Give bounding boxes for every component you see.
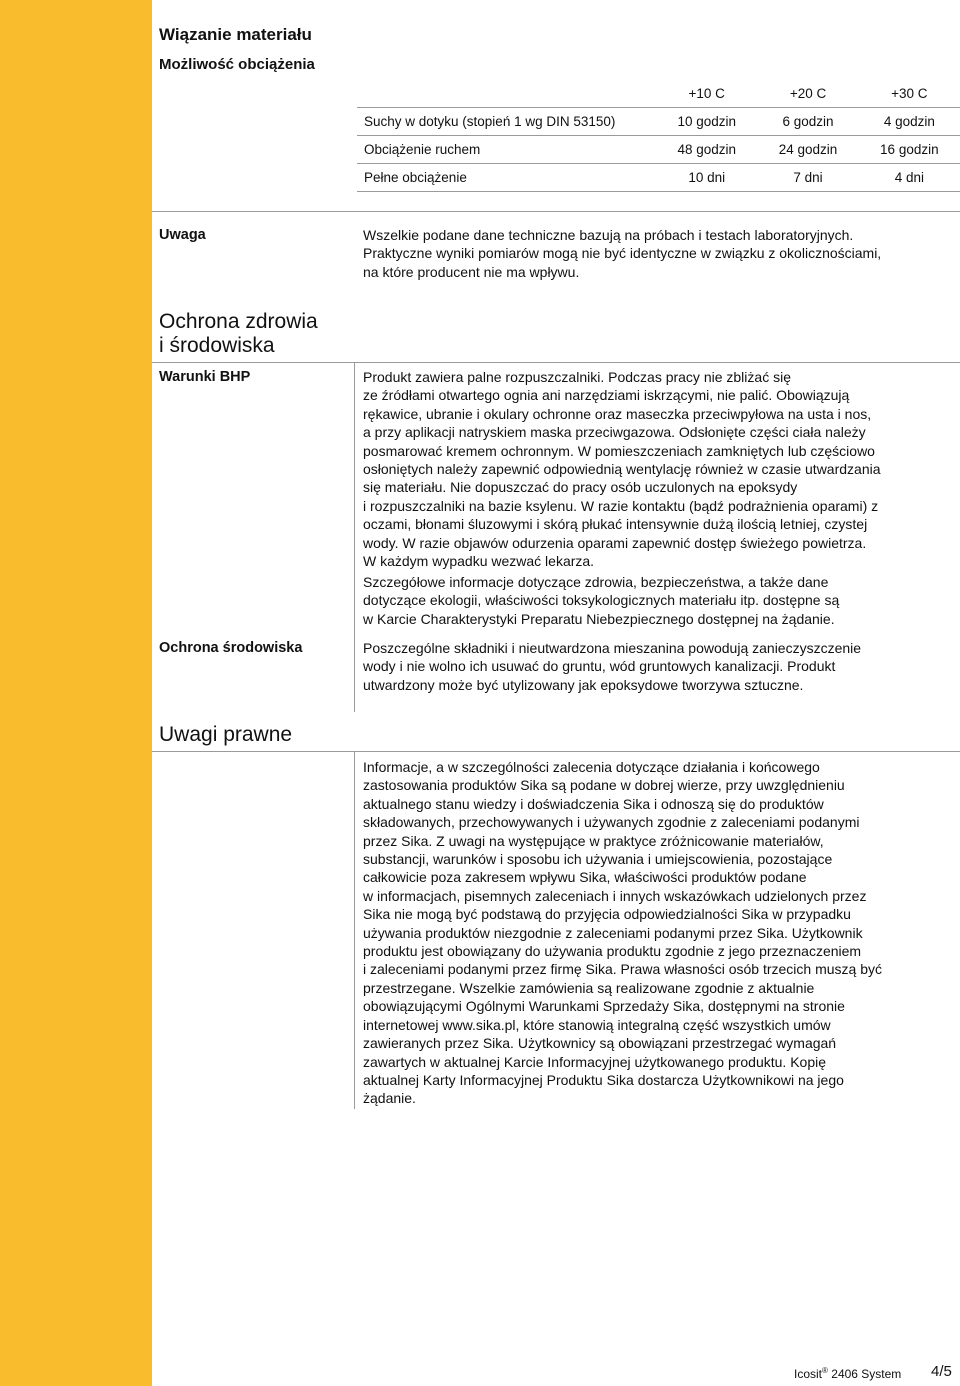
table-header-empty — [357, 80, 656, 108]
text-line: się materiału. Nie dopuszczać do pracy osób uczulonych na epoksydy — [363, 479, 798, 496]
health-title-line-1: Ochrona zdrowia — [159, 310, 318, 333]
load-capacity-table — [357, 80, 960, 192]
text-line: Praktyczne wyniki pomiarów mogą nie być identyczne w związku z okolicznościami, — [363, 245, 882, 262]
text-line: w informacjach, pisemnych zaleceniach i innych wskazówkach udzielonych przez — [363, 887, 867, 904]
column-divider — [354, 362, 355, 712]
text-line: Informacje, a w szczególności zalecenia dotyczące działania i końcowego — [363, 759, 820, 775]
text-line: produktu jest obowiązany do używania produktu zgodnie z jego przeznaczeniem — [363, 943, 862, 960]
column-divider — [354, 751, 355, 1109]
footer-product-name — [794, 1366, 901, 1381]
table-header-cell: +20 C — [757, 80, 858, 108]
text-line: zawieranych przez Sika. Użytkownicy są obowiązani przestrzegać wymagań — [363, 1035, 837, 1052]
divider — [152, 751, 960, 752]
registered-mark: ® — [822, 1366, 828, 1375]
text-line: Sika nie mogą być podstawą do przyjęcia odpowiedzialności Sika w przypadku — [363, 906, 851, 923]
text-line: wody. W razie objawów odurzenia oparami zapewnić dostęp świeżego powietrza. — [363, 534, 867, 551]
text-line: internetowej www.sika.pl, które stanowią integralną część wszystkich umów — [363, 1016, 831, 1033]
text-line: aktualnego stanu wiedzy i doświadczenia Sika i odnoszą się do produktów — [363, 795, 824, 812]
page-number: 4/5 — [931, 1363, 952, 1380]
table-cell: 4 dni — [859, 164, 960, 192]
divider — [152, 211, 960, 212]
text-line: ze źródłami otwartego ognia ani narzędziami iskrzącymi, nie palić. Obowiązują — [363, 387, 850, 404]
table-row-label: Pełne obciążenie — [357, 164, 656, 192]
table-cell: 24 godzin — [757, 136, 858, 164]
text-line: osłoniętych należy zapewnić odpowiednią wentylację również w czasie utwardzania — [363, 461, 881, 478]
table-cell: 6 godzin — [757, 108, 858, 136]
table-cell: 10 dni — [656, 164, 757, 192]
text-line: żądanie. — [363, 1090, 416, 1107]
bhp-label: Warunki BHP — [159, 369, 251, 385]
text-line: i rozpuszczalniki na bazie ksylenu. W razie kontaktu (bądź podrażnienia oparami) z — [363, 497, 879, 514]
table-header-row — [357, 80, 960, 108]
text-line: zastosowania produktów Sika są podane w dobrej wierze, przy uwzględnieniu — [363, 777, 845, 794]
text-line: wody i nie wolno ich usuwać do gruntu, wód gruntowych kanalizacji. Produkt — [363, 658, 836, 675]
table-cell: 7 dni — [757, 164, 858, 192]
table-row — [357, 164, 960, 192]
footer-product: Icosit — [794, 1367, 823, 1381]
note-text — [363, 226, 881, 281]
table-cell: 10 godzin — [656, 108, 757, 136]
bhp-text — [363, 368, 881, 570]
text-line: obowiązującymi Ogólnymi Warunkami Sprzedaży Sika, dostępnymi na stronie — [363, 998, 845, 1015]
subheading-load-capacity: Możliwość obciążenia — [159, 56, 315, 73]
text-line: posmarować kremem ochronnym. W pomieszczeniach zamkniętych lub częściowo — [363, 442, 875, 459]
text-line: dotyczące ekologii, właściwości toksykologicznych materiału itp. dostępne są — [363, 592, 840, 609]
health-section-title — [159, 310, 318, 358]
text-line: przestrzegane. Wszelkie zamówienia są realizowane zgodnie z aktualnie — [363, 979, 815, 996]
text-line: w Karcie Charakterystyki Preparatu Niebezpiecznego dostępnej na żądanie. — [363, 610, 835, 627]
text-line: substancji, warunków i sposobu ich używania i umiejscowienia, pozostające — [363, 851, 833, 868]
text-line: W każdym wypadku wezwać lekarza. — [363, 553, 595, 570]
text-line: całkowicie poza zakresem wpływu Sika, właściwości produktów podane — [363, 869, 807, 886]
table-header-cell: +10 C — [656, 80, 757, 108]
env-label: Ochrona środowiska — [159, 640, 303, 656]
text-line: Produkt zawiera palne rozpuszczalniki. Podczas pracy nie zbliżać się — [363, 369, 791, 385]
brand-sidebar-bar — [0, 0, 152, 1386]
text-line: Szczegółowe informacje dotyczące zdrowia, bezpieczeństwa, a także dane — [363, 574, 829, 590]
table-cell: 48 godzin — [656, 136, 757, 164]
section-heading-curing: Wiązanie materiału — [159, 25, 312, 44]
table-cell: 4 godzin — [859, 108, 960, 136]
table-header-cell: +30 C — [859, 80, 960, 108]
text-line: zawartych w aktualnej Karcie Informacyjnej użytkowanego produktu. Kopię — [363, 1053, 827, 1070]
text-line: i zaleceniami podanymi przez firmę Sika. Prawa własności osób trzecich muszą być — [363, 961, 882, 978]
text-line: używania produktów niezgodnie z zaleceniami podanymi przez Sika. Użytkownik — [363, 924, 863, 941]
text-line: a przy aplikacji natryskiem maska przeciwgazowa. Odsłonięte części ciała należy — [363, 424, 866, 441]
table-cell: 16 godzin — [859, 136, 960, 164]
note-label: Uwaga — [159, 227, 206, 243]
env-text — [363, 639, 861, 694]
text-line: oczami, błonami śluzowymi i skórą płukać intensywnie dużą ilością letniej, czystej — [363, 516, 868, 533]
table-row-label: Suchy w dotyku (stopień 1 wg DIN 53150) — [357, 108, 656, 136]
text-line: przez Sika. Z uwagi na występujące w praktyce zróżnicowanie materiałów, — [363, 832, 824, 849]
text-line: Poszczególne składniki i nieutwardzona mieszanina powodują zanieczyszczenie — [363, 640, 862, 656]
text-line: na które producent nie ma wpływu. — [363, 263, 580, 280]
legal-section-title: Uwagi prawne — [159, 723, 293, 746]
table-row — [357, 108, 960, 136]
text-line: składowanych, przechowywanych i używanych zgodnie z zaleceniami podanymi — [363, 814, 860, 831]
details-text — [363, 573, 839, 628]
text-line: Wszelkie podane dane techniczne bazują na próbach i testach laboratoryjnych. — [363, 227, 854, 243]
footer-system: 2406 System — [831, 1367, 902, 1381]
legal-text — [363, 758, 882, 1108]
table-row — [357, 136, 960, 164]
text-line: rękawice, ubranie i okulary ochronne oraz maseczka przeciwpyłowa na usta i nos, — [363, 405, 872, 422]
health-title-line-2: i środowiska — [159, 334, 275, 357]
table-row-label: Obciążenie ruchem — [357, 136, 656, 164]
text-line: utwardzony może być utylizowany jak epoksydowe tworzywa sztuczne. — [363, 676, 804, 693]
divider — [152, 362, 960, 363]
text-line: aktualnej Karty Informacyjnej Produktu Sika dostarcza Użytkownikowi na jego — [363, 1071, 844, 1088]
